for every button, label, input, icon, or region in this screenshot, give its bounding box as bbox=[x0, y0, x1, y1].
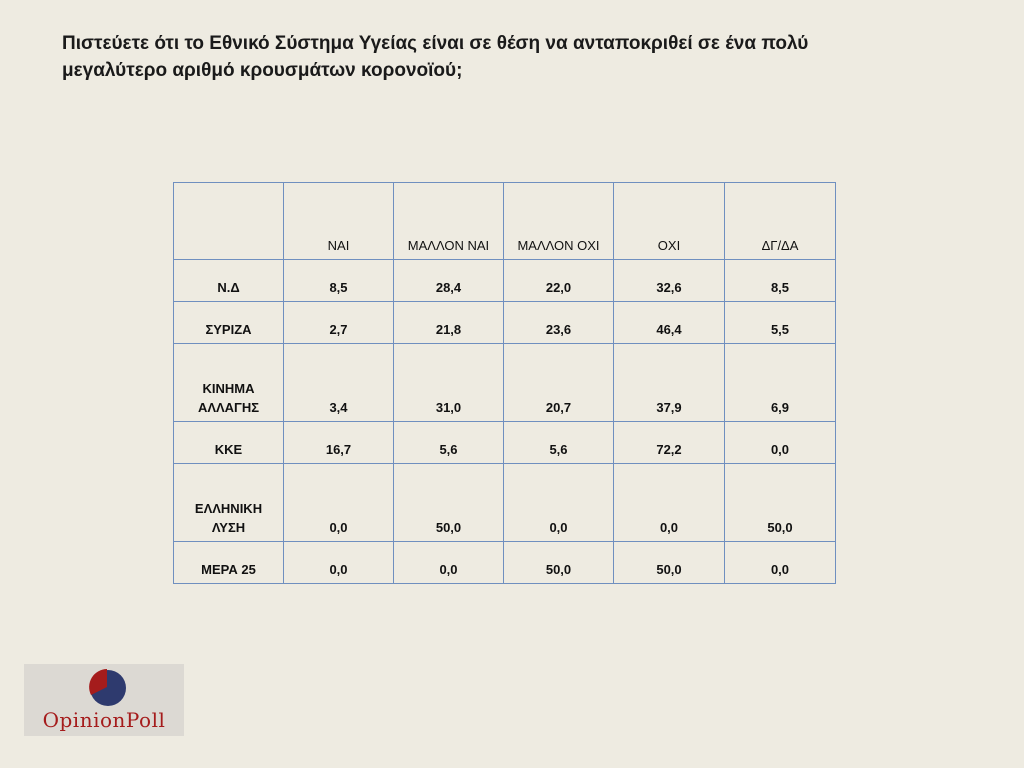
value-cell: 23,6 bbox=[504, 302, 614, 344]
value-cell: 6,9 bbox=[725, 344, 836, 422]
logo-text: OpinionPoll bbox=[42, 708, 166, 732]
value-cell: 28,4 bbox=[394, 260, 504, 302]
column-header-rather-yes: ΜΑΛΛΟΝ ΝΑΙ bbox=[394, 183, 504, 260]
opinionpoll-logo bbox=[24, 664, 184, 736]
value-cell: 37,9 bbox=[614, 344, 725, 422]
party-cell: ΕΛΛΗΝΙΚΗ ΛΥΣΗ bbox=[174, 464, 284, 542]
title-line-2: μεγαλύτερο αριθμό κρουσμάτων κορονοϊού; bbox=[62, 60, 463, 81]
table-row bbox=[174, 260, 836, 302]
results-table bbox=[173, 182, 836, 584]
value-cell: 0,0 bbox=[614, 464, 725, 542]
value-cell: 72,2 bbox=[614, 422, 725, 464]
value-cell: 0,0 bbox=[394, 542, 504, 584]
party-cell: ΚΙΝΗΜΑ ΑΛΛΑΓΗΣ bbox=[174, 344, 284, 422]
column-header-no: ΟΧΙ bbox=[614, 183, 725, 260]
table-row bbox=[174, 422, 836, 464]
value-cell: 5,5 bbox=[725, 302, 836, 344]
value-cell: 20,7 bbox=[504, 344, 614, 422]
value-cell: 0,0 bbox=[725, 542, 836, 584]
value-cell: 46,4 bbox=[614, 302, 725, 344]
title-line-1: Πιστεύετε ότι το Εθνικό Σύστημα Υγείας είναι σε θέση να ανταποκριθεί σε ένα πολύ bbox=[62, 33, 809, 54]
corner-cell bbox=[174, 183, 284, 260]
table-row bbox=[174, 302, 836, 344]
value-cell: 22,0 bbox=[504, 260, 614, 302]
value-cell: 50,0 bbox=[394, 464, 504, 542]
party-cell: ΚΚΕ bbox=[174, 422, 284, 464]
value-cell: 21,8 bbox=[394, 302, 504, 344]
value-cell: 5,6 bbox=[394, 422, 504, 464]
value-cell: 0,0 bbox=[284, 542, 394, 584]
value-cell: 31,0 bbox=[394, 344, 504, 422]
table-row bbox=[174, 344, 836, 422]
value-cell: 2,7 bbox=[284, 302, 394, 344]
value-cell: 16,7 bbox=[284, 422, 394, 464]
column-header-yes: ΝΑΙ bbox=[284, 183, 394, 260]
party-cell: Ν.Δ bbox=[174, 260, 284, 302]
value-cell: 0,0 bbox=[284, 464, 394, 542]
value-cell: 32,6 bbox=[614, 260, 725, 302]
poll-pie-icon bbox=[80, 668, 130, 708]
party-cell: ΣΥΡΙΖΑ bbox=[174, 302, 284, 344]
table-row bbox=[174, 464, 836, 542]
value-cell: 8,5 bbox=[725, 260, 836, 302]
column-header-rather-no: ΜΑΛΛΟΝ ΟΧΙ bbox=[504, 183, 614, 260]
table-row bbox=[174, 542, 836, 584]
value-cell: 50,0 bbox=[504, 542, 614, 584]
value-cell: 0,0 bbox=[504, 464, 614, 542]
page-title bbox=[62, 30, 942, 84]
value-cell: 5,6 bbox=[504, 422, 614, 464]
value-cell: 50,0 bbox=[725, 464, 836, 542]
party-cell: ΜΕΡΑ 25 bbox=[174, 542, 284, 584]
column-header-dk-na: ΔΓ/ΔΑ bbox=[725, 183, 836, 260]
value-cell: 8,5 bbox=[284, 260, 394, 302]
table-header-row bbox=[174, 183, 836, 260]
value-cell: 0,0 bbox=[725, 422, 836, 464]
value-cell: 3,4 bbox=[284, 344, 394, 422]
value-cell: 50,0 bbox=[614, 542, 725, 584]
